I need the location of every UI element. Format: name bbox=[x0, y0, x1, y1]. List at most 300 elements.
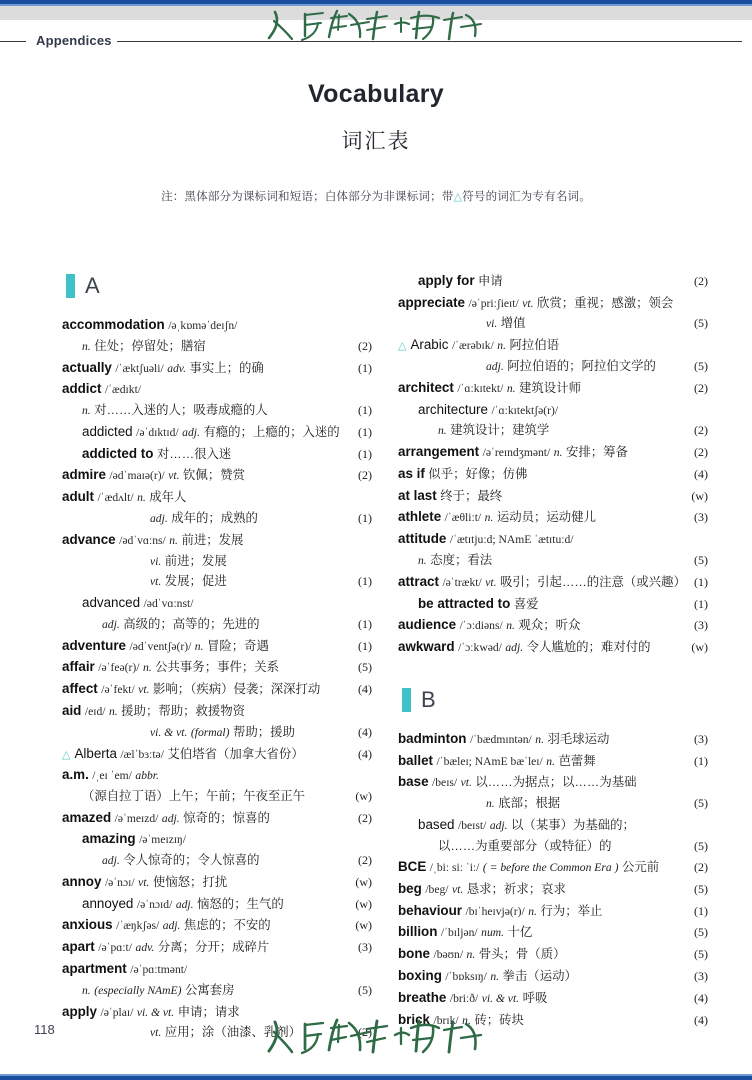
vocabulary-entry bbox=[62, 980, 372, 1001]
vocabulary-entry-body bbox=[62, 980, 352, 1001]
phonetic-transcription: /beg/ bbox=[425, 882, 449, 896]
part-of-speech: adj. bbox=[489, 818, 508, 832]
headword: Arabic bbox=[410, 337, 449, 353]
phonetic-transcription: /briːð/ bbox=[449, 991, 479, 1005]
headword: adult bbox=[62, 489, 94, 505]
chinese-gloss: 惊奇的；惊喜的 bbox=[183, 810, 270, 825]
part-of-speech: n. bbox=[137, 491, 146, 505]
phonetic-transcription: /ˈærəbɪk/ bbox=[451, 339, 494, 353]
vocabulary-entry-body bbox=[62, 850, 352, 871]
phonetic-transcription: /əˈdɪktɪd/ bbox=[136, 425, 179, 439]
phonetic-transcription: /ˈætɪtjuːd; NAmE ˈætɪtuːd/ bbox=[449, 533, 574, 547]
headword: addicted to bbox=[82, 445, 154, 461]
headword: as if bbox=[398, 465, 425, 481]
chinese-gloss: 使恼怒；打扰 bbox=[152, 874, 228, 889]
part-of-speech: vt. bbox=[460, 776, 472, 790]
triangle-icon: △ bbox=[453, 191, 463, 203]
phonetic-transcription: /ˈbæleɪ; NAmE bæˈleɪ/ bbox=[436, 754, 543, 768]
vocabulary-entry-body bbox=[398, 356, 688, 377]
chinese-gloss: 羽毛球运动 bbox=[547, 731, 610, 746]
headword: behaviour bbox=[398, 902, 462, 918]
phonetic-transcription: /əˈmeɪzd/ bbox=[114, 811, 159, 825]
unit-reference: (w) bbox=[355, 896, 372, 911]
vocabulary-entry bbox=[398, 292, 708, 314]
unit-reference: (5) bbox=[358, 982, 372, 997]
headword: addicted bbox=[82, 423, 133, 439]
unit-reference: (1) bbox=[694, 574, 708, 589]
headword: Alberta bbox=[74, 745, 117, 761]
headword: apply for bbox=[418, 273, 475, 288]
phonetic-transcription: /ˈɑːkɪtekt/ bbox=[457, 381, 504, 395]
headword: apart bbox=[62, 939, 95, 955]
vocabulary-entry-body bbox=[62, 936, 352, 958]
part-of-speech: n. bbox=[418, 553, 427, 567]
unit-reference: (5) bbox=[358, 660, 372, 675]
page-number: 118 bbox=[34, 1022, 55, 1037]
unit-reference: (4) bbox=[694, 1012, 708, 1027]
headword: amazing bbox=[82, 831, 136, 847]
chinese-gloss: 增值 bbox=[500, 316, 526, 331]
headword: aid bbox=[62, 702, 82, 718]
headword: a.m. bbox=[62, 767, 89, 783]
vocabulary-entry bbox=[398, 943, 708, 965]
phonetic-transcription: /ədˈventʃə(r)/ bbox=[129, 639, 192, 653]
bottom-border-blue bbox=[0, 1076, 752, 1080]
part-of-speech: vi. & vt. bbox=[136, 1005, 175, 1019]
vocabulary-entry bbox=[62, 571, 372, 592]
phonetic-transcription: /ælˈbɜːtə/ bbox=[120, 747, 164, 761]
vocabulary-entry-body bbox=[62, 700, 366, 722]
headword: base bbox=[398, 774, 429, 790]
vocabulary-entry bbox=[62, 656, 372, 678]
unit-reference: (3) bbox=[694, 510, 708, 525]
running-head-rule-left bbox=[0, 41, 26, 42]
vocabulary-entry-body bbox=[62, 764, 366, 786]
part-of-speech: vi. bbox=[150, 554, 162, 568]
vocabulary-entry-body bbox=[62, 508, 352, 529]
chinese-gloss: 事实上；的确 bbox=[189, 360, 264, 375]
headword: annoyed bbox=[82, 895, 134, 911]
vocabulary-entry-body bbox=[62, 464, 352, 486]
vocabulary-entry-body bbox=[398, 334, 702, 356]
vocabulary-entry-body bbox=[398, 900, 688, 922]
chinese-gloss: 前进；发展 bbox=[164, 553, 227, 568]
chinese-gloss: 申请；请求 bbox=[177, 1004, 240, 1019]
english-note: (formal) bbox=[190, 725, 230, 739]
proper-noun-triangle-icon: △ bbox=[398, 340, 407, 353]
unit-reference: (1) bbox=[694, 753, 708, 768]
vocabulary-entry-body bbox=[62, 357, 352, 379]
vocabulary-entry bbox=[398, 485, 708, 507]
vocabulary-entry-body bbox=[62, 571, 352, 592]
vocabulary-entry bbox=[62, 700, 372, 722]
part-of-speech: n. bbox=[142, 661, 152, 675]
headword: annoy bbox=[62, 873, 102, 889]
headword: attract bbox=[398, 573, 439, 589]
unit-reference: (4) bbox=[358, 682, 372, 697]
part-of-speech: n. bbox=[169, 533, 178, 547]
phonetic-transcription: /ədˈvɑːnst/ bbox=[143, 597, 194, 611]
headword: ballet bbox=[398, 752, 433, 768]
vocabulary-entry bbox=[62, 743, 372, 765]
chinese-gloss: 底部；根据 bbox=[498, 796, 561, 811]
unit-reference: (1) bbox=[358, 616, 372, 631]
vocabulary-entry bbox=[62, 421, 372, 443]
vocabulary-entry bbox=[398, 377, 708, 399]
vocabulary-columns bbox=[62, 270, 708, 1040]
vocabulary-entry-body bbox=[62, 743, 352, 765]
vocabulary-entry-body bbox=[62, 529, 366, 551]
unit-reference: (2) bbox=[358, 468, 372, 483]
vocabulary-entry-body bbox=[398, 377, 688, 399]
part-of-speech: adj. bbox=[505, 641, 524, 654]
part-of-speech: num. bbox=[481, 926, 505, 940]
vocabulary-entry bbox=[62, 678, 372, 700]
part-of-speech: n. bbox=[553, 446, 563, 460]
part-of-speech: vt. bbox=[150, 1026, 162, 1040]
chinese-gloss: 公共事务；事件；关系 bbox=[155, 660, 280, 675]
unit-reference: (2) bbox=[358, 810, 372, 825]
chinese-gloss: 公寓套房 bbox=[184, 982, 235, 997]
chinese-gloss: 欣赏；重视；感激；领会 bbox=[537, 295, 674, 310]
vocabulary-entry bbox=[398, 313, 708, 334]
vocabulary-entry-body bbox=[62, 678, 352, 700]
headword: billion bbox=[398, 924, 438, 940]
vocabulary-entry-body bbox=[398, 943, 688, 965]
headword: appreciate bbox=[398, 294, 465, 310]
phonetic-transcription: /ˈæθliːt/ bbox=[444, 511, 482, 525]
vocabulary-entry-body bbox=[398, 485, 685, 507]
vocabulary-entry bbox=[62, 722, 372, 743]
part-of-speech: n. bbox=[528, 904, 537, 918]
chinese-gloss: 建筑设计；建筑学 bbox=[450, 423, 550, 438]
vocabulary-column-right bbox=[398, 270, 708, 1027]
chinese-gloss: 令人惊奇的；令人惊喜的 bbox=[123, 853, 260, 868]
running-head-rule-right bbox=[117, 41, 742, 42]
part-of-speech: n. bbox=[506, 381, 516, 395]
vocabulary-entry-body bbox=[62, 443, 352, 465]
headword: beg bbox=[398, 880, 422, 896]
headword: athlete bbox=[398, 509, 442, 525]
phonetic-transcription: /beɪst/ bbox=[457, 818, 487, 832]
phonetic-transcription: /əˈtrækt/ bbox=[442, 575, 482, 589]
part-of-speech: adv. bbox=[135, 941, 155, 955]
unit-reference: (w) bbox=[355, 789, 372, 804]
publisher-logo-footer-icon bbox=[261, 1011, 491, 1058]
phonetic-transcription: /ˈbɪljən/ bbox=[440, 926, 478, 940]
phonetic-transcription: /ˈæŋkʃəs/ bbox=[116, 919, 160, 933]
phonetic-transcription: /eɪd/ bbox=[84, 704, 106, 718]
part-of-speech: vt. bbox=[138, 875, 150, 889]
vocabulary-entry bbox=[62, 378, 372, 400]
vocabulary-entry-body bbox=[398, 793, 688, 814]
unit-reference: (3) bbox=[358, 940, 372, 955]
vocabulary-entry bbox=[398, 571, 708, 593]
vocabulary-entry bbox=[398, 987, 708, 1009]
phonetic-transcription: /əˈnɔɪd/ bbox=[136, 897, 173, 911]
unit-reference: (1) bbox=[358, 638, 372, 653]
unit-reference: (2) bbox=[694, 423, 708, 438]
part-of-speech: adj. bbox=[486, 360, 504, 374]
part-of-speech: vi. bbox=[486, 317, 498, 331]
vocabulary-entry bbox=[62, 314, 372, 336]
vocabulary-entry-body bbox=[62, 421, 352, 443]
section-letter: A bbox=[85, 273, 101, 298]
chinese-gloss: 安排；筹备 bbox=[565, 445, 628, 460]
vocabulary-entry bbox=[398, 420, 708, 441]
vocabulary-entry-body bbox=[398, 441, 688, 463]
chinese-gloss: 令人尴尬的；难对付的 bbox=[526, 640, 651, 654]
unit-reference: (4) bbox=[358, 724, 372, 739]
chinese-gloss: 冒险；奇遇 bbox=[207, 638, 269, 653]
legend-note bbox=[0, 188, 752, 204]
chinese-gloss: 以……为据点；以……为基础 bbox=[475, 775, 637, 790]
part-of-speech: n. bbox=[82, 404, 91, 418]
chinese-gloss: 艾伯塔省（加拿大省份） bbox=[167, 746, 304, 761]
page-title-english: Vocabulary bbox=[308, 80, 444, 108]
chinese-gloss: 高级的；高等的；先进的 bbox=[123, 616, 260, 631]
vocabulary-entry bbox=[62, 614, 372, 635]
vocabulary-entry bbox=[62, 529, 372, 551]
chinese-gloss: 对……很入迷 bbox=[156, 446, 232, 461]
chinese-gloss: 公元前 bbox=[621, 860, 660, 875]
unit-reference: (1) bbox=[358, 424, 372, 439]
unit-reference: (4) bbox=[694, 990, 708, 1005]
headword: addict bbox=[62, 381, 102, 397]
chinese-gloss: 前进；发展 bbox=[181, 532, 244, 547]
unit-reference: (w) bbox=[691, 488, 708, 503]
part-of-speech: abbr. bbox=[135, 769, 159, 783]
phonetic-transcription: /əˈmeɪzɪŋ/ bbox=[139, 833, 187, 847]
part-of-speech: n. bbox=[535, 732, 544, 746]
chinese-gloss: 住处；停留处；膳宿 bbox=[94, 338, 206, 353]
section-heading-b bbox=[402, 684, 708, 716]
phonetic-transcription: /ˈɔːdiəns/ bbox=[459, 619, 503, 633]
vocabulary-entry bbox=[62, 357, 372, 379]
part-of-speech: vt. bbox=[522, 296, 534, 310]
chinese-gloss: 焦虑的；不安的 bbox=[183, 918, 271, 933]
phonetic-transcription: /ˈɔːkwəd/ bbox=[458, 641, 502, 654]
phonetic-transcription: /əˈreɪndʒmənt/ bbox=[482, 446, 551, 460]
vocabulary-entry bbox=[62, 958, 372, 980]
part-of-speech: vt. bbox=[168, 469, 180, 483]
vocabulary-entry-body bbox=[62, 592, 366, 614]
part-of-speech: n. bbox=[194, 639, 204, 653]
headword: advanced bbox=[82, 595, 141, 611]
vocabulary-entry-body bbox=[398, 987, 688, 1009]
chinese-gloss: 影响；（疾病）侵袭；深深打动 bbox=[152, 682, 321, 697]
part-of-speech: vt. bbox=[138, 683, 150, 697]
vocabulary-entry-body bbox=[62, 807, 352, 829]
vocabulary-entry-body bbox=[398, 550, 688, 571]
headword: actually bbox=[62, 359, 112, 375]
vocabulary-entry bbox=[398, 270, 708, 292]
headword: brick bbox=[398, 1011, 431, 1027]
vocabulary-entry-body bbox=[398, 528, 702, 550]
phonetic-transcription: /beɪs/ bbox=[432, 776, 458, 790]
chinese-gloss: 帮助；援助 bbox=[233, 724, 295, 739]
unit-reference: (5) bbox=[694, 796, 708, 811]
unit-reference: (5) bbox=[694, 316, 708, 331]
headword: arrangement bbox=[398, 444, 480, 460]
chinese-gloss: 成年人 bbox=[149, 490, 187, 505]
headword: boxing bbox=[398, 968, 442, 984]
vocabulary-entry bbox=[398, 593, 708, 615]
chinese-gloss: 态度；看法 bbox=[430, 552, 493, 567]
chinese-gloss: 喜爱 bbox=[513, 596, 539, 611]
chinese-gloss: 拳击（运动） bbox=[502, 969, 577, 984]
headword: apartment bbox=[62, 961, 127, 977]
chinese-gloss: 分离；分开；成碎片 bbox=[157, 940, 270, 955]
headword: admire bbox=[62, 467, 106, 483]
part-of-speech: adj. bbox=[102, 854, 120, 868]
vocabulary-entry-body bbox=[398, 313, 688, 334]
running-head bbox=[0, 28, 752, 54]
vocabulary-entry bbox=[398, 636, 708, 658]
part-of-speech: vi. & vt. bbox=[481, 991, 520, 1005]
vocabulary-entry bbox=[62, 893, 372, 915]
unit-reference: (4) bbox=[358, 746, 372, 761]
chinese-gloss: 以（某事）为基础的； bbox=[511, 817, 635, 832]
phonetic-transcription: /əˈpɑːt/ bbox=[98, 941, 133, 955]
vocabulary-entry bbox=[398, 463, 708, 485]
vocabulary-entry bbox=[62, 336, 372, 357]
headword: apply bbox=[62, 1003, 97, 1019]
chinese-gloss: 有瘾的；上瘾的；入迷的 bbox=[203, 424, 340, 439]
vocabulary-entry bbox=[398, 878, 708, 900]
vocabulary-entry-body bbox=[62, 786, 349, 806]
phonetic-transcription: /əˈnɔɪ/ bbox=[104, 875, 135, 889]
part-of-speech: adj. bbox=[162, 919, 181, 933]
phonetic-transcription: /ˈædʌlt/ bbox=[97, 491, 134, 505]
chinese-gloss: 成年的；成熟的 bbox=[171, 510, 258, 525]
vocabulary-entry bbox=[398, 900, 708, 922]
chinese-gloss: 观众；听众 bbox=[518, 618, 581, 633]
vocabulary-entry bbox=[62, 508, 372, 529]
vocabulary-entry bbox=[62, 464, 372, 486]
vocabulary-entry-body bbox=[398, 614, 688, 636]
vocabulary-entry bbox=[398, 965, 708, 987]
headword: BCE bbox=[398, 859, 427, 875]
part-of-speech: n. bbox=[108, 704, 118, 718]
headword: bone bbox=[398, 946, 430, 962]
phonetic-transcription: /bɪˈheɪvjə(r)/ bbox=[465, 904, 525, 918]
vocabulary-entry bbox=[62, 914, 372, 936]
part-of-speech: n. bbox=[486, 797, 495, 811]
unit-reference: (1) bbox=[358, 510, 372, 525]
unit-reference: (2) bbox=[694, 274, 708, 288]
phonetic-transcription: /ˈædɪkt/ bbox=[104, 383, 142, 397]
headword: breathe bbox=[398, 989, 447, 1005]
headword: badminton bbox=[398, 730, 467, 746]
vocabulary-column-left bbox=[62, 270, 372, 1040]
part-of-speech: adj. bbox=[150, 511, 168, 525]
phonetic-transcription: /ˈbædmɪntən/ bbox=[469, 732, 532, 746]
vocabulary-entry-body bbox=[62, 314, 366, 336]
headword: audience bbox=[398, 617, 457, 633]
part-of-speech: n. bbox=[546, 754, 555, 768]
part-of-speech: adj. bbox=[102, 617, 120, 631]
phonetic-transcription: /əˈplaɪ/ bbox=[100, 1005, 134, 1019]
vocabulary-entry-body bbox=[398, 814, 702, 836]
vocabulary-entry-body bbox=[62, 400, 352, 421]
vocabulary-entry-body bbox=[62, 656, 352, 678]
headword: architecture bbox=[418, 401, 488, 417]
part-of-speech: adj. bbox=[175, 897, 194, 911]
part-of-speech: n. bbox=[82, 983, 91, 997]
headword: at last bbox=[398, 487, 437, 503]
vocabulary-entry bbox=[398, 399, 708, 421]
vocabulary-entry-body bbox=[62, 378, 366, 400]
vocabulary-entry bbox=[62, 486, 372, 508]
part-of-speech: adj. bbox=[182, 425, 200, 439]
vocabulary-entry-body bbox=[398, 878, 688, 900]
vocabulary-entry-body bbox=[398, 420, 688, 441]
vocabulary-entry bbox=[398, 771, 708, 793]
unit-reference: (w) bbox=[355, 874, 372, 889]
unit-reference: (3) bbox=[694, 731, 708, 746]
vocabulary-entry-body bbox=[398, 292, 702, 314]
section-marker-bar bbox=[402, 688, 411, 712]
vocabulary-entry-body bbox=[398, 728, 688, 750]
chinese-gloss: 以……为重要部分（或特征）的 bbox=[438, 838, 612, 853]
vocabulary-entry-body bbox=[62, 871, 349, 893]
headword: anxious bbox=[62, 917, 113, 933]
vocabulary-entry-body bbox=[62, 614, 352, 635]
chinese-gloss: 吸引；引起……的注意（或兴趣） bbox=[500, 574, 686, 589]
phonetic-transcription: /əˌkɒməˈdeɪʃn/ bbox=[168, 319, 238, 332]
chinese-gloss: 呼吸 bbox=[522, 990, 548, 1005]
vocabulary-entry bbox=[62, 551, 372, 572]
part-of-speech: vt. bbox=[452, 882, 464, 896]
chinese-gloss: （源自拉丁语）上午；午前；午夜至正午 bbox=[82, 789, 306, 804]
phonetic-transcription: /bəʊn/ bbox=[433, 948, 464, 962]
vocabulary-entry-body bbox=[398, 856, 688, 878]
headword: affair bbox=[62, 659, 95, 675]
vocabulary-entry bbox=[62, 850, 372, 871]
vocabulary-entry-body bbox=[398, 921, 688, 943]
page-title-chinese: 词汇表 bbox=[341, 130, 411, 153]
unit-reference: (2) bbox=[358, 338, 372, 353]
vocabulary-entry bbox=[398, 793, 708, 814]
vocabulary-entry-body bbox=[62, 336, 352, 357]
unit-reference: (5) bbox=[694, 838, 708, 853]
vocabulary-entry bbox=[398, 750, 708, 772]
chinese-gloss: 发展；促进 bbox=[164, 574, 227, 589]
headword: architect bbox=[398, 379, 454, 395]
unit-reference: (w) bbox=[355, 918, 372, 933]
vocabulary-entry-body bbox=[398, 463, 688, 485]
vocabulary-entry bbox=[398, 356, 708, 377]
unit-reference: (1) bbox=[694, 596, 708, 611]
vocabulary-entry bbox=[398, 921, 708, 943]
vocabulary-entry bbox=[62, 807, 372, 829]
part-of-speech: n. bbox=[484, 511, 494, 525]
unit-reference: (5) bbox=[694, 552, 708, 567]
vocabulary-entry bbox=[62, 592, 372, 614]
vocabulary-entry bbox=[62, 400, 372, 421]
unit-reference: (5) bbox=[694, 881, 708, 896]
vocabulary-entry-body bbox=[398, 571, 688, 593]
vocabulary-entry-body bbox=[398, 965, 688, 987]
phonetic-transcription: /ˈɑːkɪtektʃə(r)/ bbox=[491, 403, 559, 417]
unit-reference: (2) bbox=[694, 380, 708, 395]
headword: based bbox=[418, 816, 455, 832]
chinese-gloss: 似乎；好像；仿佛 bbox=[428, 466, 528, 481]
chinese-gloss: 芭蕾舞 bbox=[558, 753, 596, 768]
vocabulary-entry-body bbox=[62, 551, 366, 572]
phonetic-transcription: /əˈpriːʃieɪt/ bbox=[468, 296, 519, 310]
